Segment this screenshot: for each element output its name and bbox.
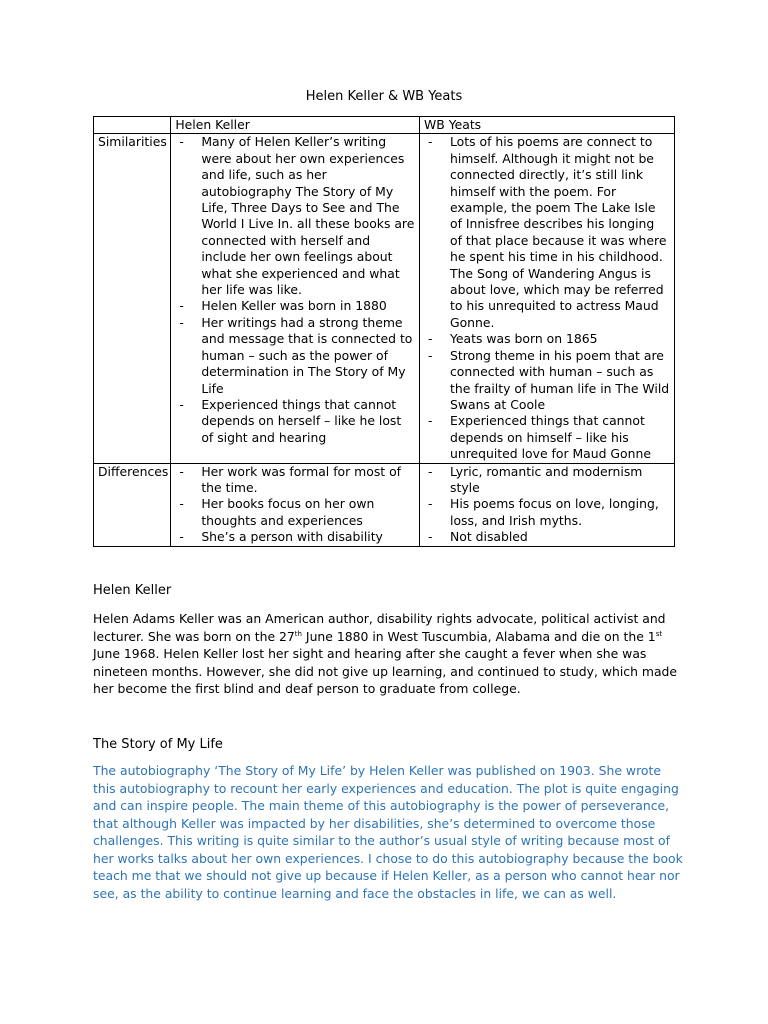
list-item: - Many of Helen Keller’s writing were about her own experiences and life, such as her autobiography The Story of My Life, Three Days to See and The World I Live In. all these books are connected with herself and include her own feelings about what she experienced and what her life was like. bbox=[175, 134, 415, 298]
list-item: - Lyric, romantic and modernism style bbox=[424, 464, 670, 497]
paragraph-text: Helen Adams Keller was an American author, disability rights advocate, political activist and lecturer. She was born on the 27 bbox=[93, 611, 666, 644]
row-label-differences: Differences bbox=[94, 463, 171, 546]
section-heading-helen-keller: Helen Keller bbox=[93, 583, 172, 598]
similarities-keller-cell bbox=[171, 134, 420, 463]
list-item: - Strong theme in his poem that are connected with human – such as the frailty of human life in The Wild Swans at Coole bbox=[424, 348, 670, 414]
story-of-my-life-paragraph: The autobiography ‘The Story of My Life’ by Helen Keller was published on 1903. She wrote this autobiography to recount her early experiences and education. The plot is quite engaging and can inspire people. The main theme of this autobiography is the power of perseverance, that although Keller was impacted by her disabilities, she’s determined to overcome those challenges. This writing is quite similar to the author’s usual style of writing because most of her works talks about her own experiences. I chose to do this autobiography because the book teach me that we should not give up because if Helen Keller, as a person who cannot hear nor see, as the ability to continue learning and face the obstacles in life, we can as well. bbox=[93, 763, 683, 901]
list-item: - Experienced things that cannot depends on herself – like he lost of sight and hearing bbox=[175, 397, 415, 446]
differences-yeats-cell bbox=[420, 463, 675, 546]
table-header-empty bbox=[94, 117, 171, 134]
list-item: - Experienced things that cannot depends on himself – like his unrequited love for Maud Gonne bbox=[424, 413, 670, 462]
list-item: - Her books focus on her own thoughts and experiences bbox=[175, 496, 415, 529]
list-item: - Her work was formal for most of the time. bbox=[175, 464, 415, 497]
list-item: - Lots of his poems are connect to himself. Although it might not be connected directly, it’s still link himself with the poem. For example, the poem The Lake Isle of Innisfree describes his longing of that place because it was where he spent his time in his childhood. The Song of Wandering Angus is about love, which may be referred to his unrequited to actress Maud Gonne. bbox=[424, 134, 670, 331]
document-title: Helen Keller & WB Yeats bbox=[305, 89, 463, 104]
list-item: - She’s a person with disability bbox=[175, 529, 415, 545]
table-header-helen-keller: Helen Keller bbox=[171, 117, 420, 134]
helen-keller-paragraph bbox=[93, 610, 683, 698]
list-item: - His poems focus on love, longing, loss, and Irish myths. bbox=[424, 496, 670, 529]
paragraph-text: June 1968. Helen Keller lost her sight and hearing after she caught a fever when she was nineteen months. However, she did not give up learning, and continued to study, which made her become the first blind and deaf person to graduate from college. bbox=[93, 646, 678, 696]
comparison-table bbox=[93, 116, 675, 547]
list-item: - Not disabled bbox=[424, 529, 670, 545]
ordinal-suffix: th bbox=[294, 629, 302, 638]
list-item: - Yeats was born on 1865 bbox=[424, 331, 670, 347]
similarities-yeats-cell bbox=[420, 134, 675, 463]
table-header-wb-yeats: WB Yeats bbox=[420, 117, 675, 134]
table-row-similarities bbox=[94, 134, 675, 463]
differences-keller-cell bbox=[171, 463, 420, 546]
paragraph-text: June 1880 in West Tuscumbia, Alabama and die on the 1 bbox=[301, 628, 656, 644]
list-item: - Helen Keller was born in 1880 bbox=[175, 298, 415, 314]
list-item: - Her writings had a strong theme and message that is connected to human – such as the power of determination in The Story of My Life bbox=[175, 315, 415, 397]
table-row-differences bbox=[94, 463, 675, 546]
table-header-row bbox=[94, 117, 675, 134]
section-heading-story-of-my-life: The Story of My Life bbox=[93, 737, 223, 752]
ordinal-suffix: st bbox=[655, 629, 663, 638]
row-label-similarities: Similarities bbox=[94, 134, 171, 463]
